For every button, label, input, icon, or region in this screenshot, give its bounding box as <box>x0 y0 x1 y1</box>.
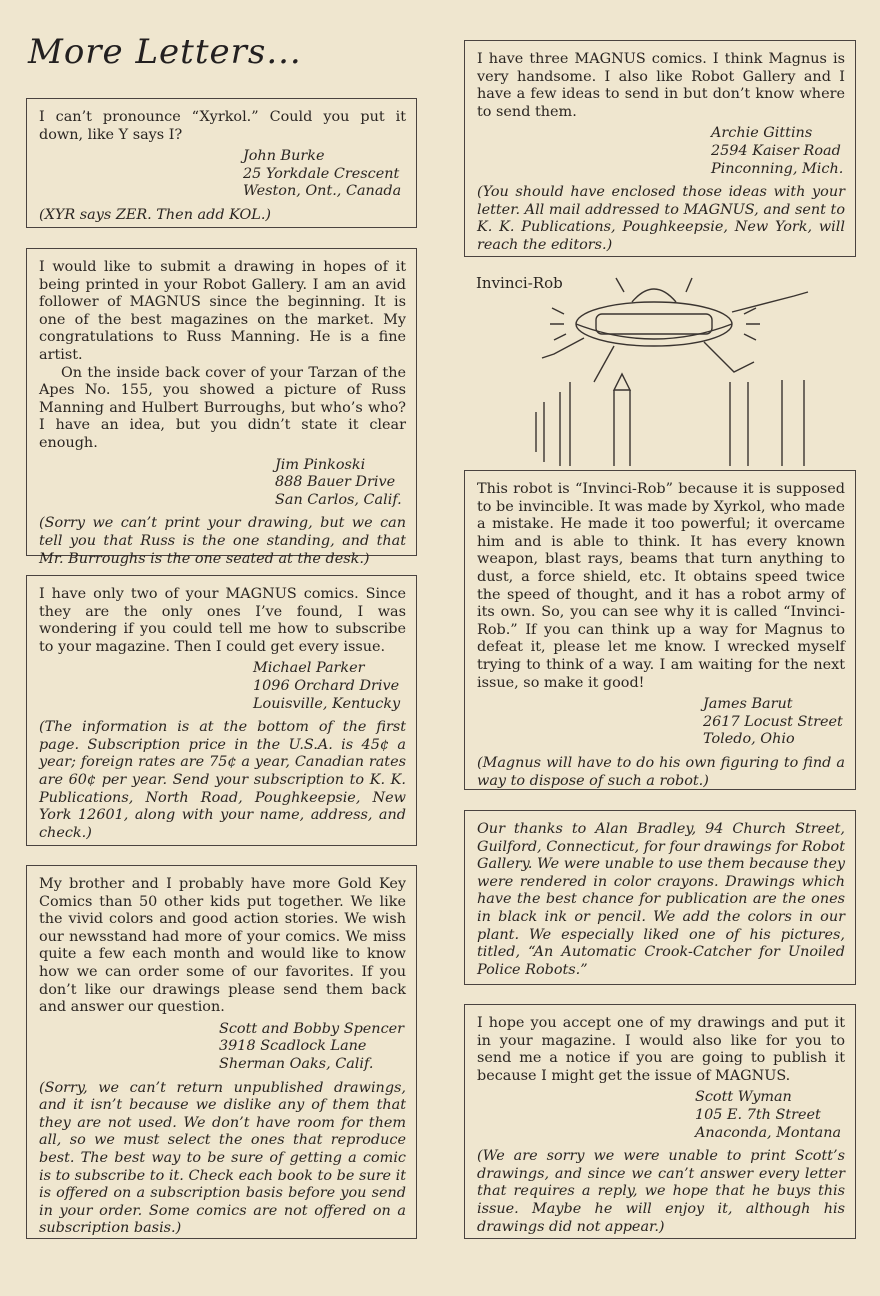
invinci-rob-illustration <box>464 262 856 472</box>
signature <box>39 148 406 201</box>
letter-box-gittins <box>464 40 856 257</box>
editor-reply: (You should have enclosed those ideas with your letter. All mail addressed to MAGNUS, and sent to K. K. Publications, Poughkeepsie, New York, will reach the editors.) <box>477 184 845 253</box>
editor-reply: (XYR says ZER. Then add KOL.) <box>39 206 272 223</box>
letter-box-spencer <box>26 865 417 1239</box>
signature <box>39 457 406 510</box>
page-title: More Letters... <box>28 32 302 72</box>
signature-city: Sherman Oaks, Calif. <box>219 1055 374 1072</box>
letter-text: This robot is “Invinci-Rob” because it is supposed to be invincible. It was made by Xyrkol, who made a mistake. He made it too powerful; it overcame him and is able to think. It has every known weapon, blast rays, beams that turn anything to dust, a force shield, etc. It obtains speed twice the speed of thought, and it has a robot army of its own. So, you can see why it is called “Invinci-Rob.” If you can think up a way for Magnus to defeat it, please let me know. I wrecked myself trying to think of a way. I am waiting for the next issue, so make it good! <box>477 481 845 691</box>
letter-box-burke <box>26 98 417 228</box>
letter-text: My brother and I probably have more Gold Key Comics than 50 other kids put together. We like the vivid colors and good action stories. We wish our newsstand had more of your comics. We miss quite a few each month and would like to know how we can order some of our favorites. If you don’t like our drawings please send them back and answer our question. <box>39 876 406 1016</box>
robot-drawing <box>464 262 856 472</box>
signature-street: 25 Yorkdale Crescent <box>243 165 400 182</box>
signature-street: 2594 Kaiser Road <box>711 142 841 159</box>
signature-city: Louisville, Kentucky <box>253 695 401 712</box>
letter-text: I would like to submit a drawing in hopes of it being printed in your Robot Gallery. I am an avid follower of MAGNUS since the beginning. It is one of the best magazines on the market. My congratulations to Russ Manning. He is a fine artist. <box>39 259 406 363</box>
signature-name: Jim Pinkoski <box>275 456 366 473</box>
editor-reply: (We are sorry we were unable to print Scott’s drawings, and since we can’t answer every letter that requires a reply, we hope that he buys this issue. Maybe he will enjoy it, although his drawings did not appear.) <box>477 1148 845 1235</box>
signature-name: James Barut <box>703 696 793 713</box>
letter-text: On the inside back cover of your Tarzan of the Apes No. 155, you showed a picture of Russ Manning and Hulbert Burroughs, but who’s who? I have an idea, but you didn’t state it clear enough. <box>39 364 406 451</box>
letter-text: I can’t pronounce “Xyrkol.” Could you put it down, like Y says I? <box>39 109 406 143</box>
signature-name: Michael Parker <box>253 660 365 677</box>
drawing-label: Invinci-Rob <box>476 274 563 292</box>
signature-name: Scott Wyman <box>695 1089 792 1106</box>
signature-city: Pinconning, Mich. <box>711 160 844 177</box>
editor-reply: (Sorry we can’t print your drawing, but we can tell you that Russ is the one standing, and that Mr. Burroughs is the one seated at the desk.) <box>39 515 406 567</box>
editor-reply: (The information is at the bottom of the first page. Subscription price in the U.S.A. is 45¢ a year; foreign rates are 75¢ a year, Canadian rates are 60¢ per year. Send your subscription to K. K. Publications, North Road, Poughkeepsie, New York 12601, along with your name, address, and check.) <box>39 719 406 841</box>
signature-street: 1096 Orchard Drive <box>253 677 400 694</box>
signature <box>477 1089 845 1142</box>
letter-box-pinkoski <box>26 248 417 567</box>
signature-name: Scott and Bobby Spencer <box>219 1020 405 1037</box>
signature <box>477 696 845 749</box>
signature <box>477 125 845 178</box>
letter-text: I have three MAGNUS comics. I think Magnus is very handsome. I also like Robot Gallery and I have a few ideas to send in but don’t know where to send them. <box>477 51 845 120</box>
letter-box-barut <box>464 470 856 790</box>
editor-reply: Our thanks to Alan Bradley, 94 Church Street, Guilford, Connecticut, for four drawings for Robot Gallery. We were unable to use them because they were rendered in color crayons. Drawings which have the best chance for publication are the ones in black ink or pencil. We add the colors in our plant. We especially liked one of his pictures, titled, “An Automatic Crook-Catcher for Unoiled Police Robots.” <box>477 821 845 978</box>
signature-city: Toledo, Ohio <box>703 731 795 748</box>
signature-name: John Burke <box>243 148 325 165</box>
editor-reply: (Sorry, we can’t return unpublished drawings, and it isn’t because we dislike any of them that they are not used. We don’t have room for them all, so we must select the ones that reproduce best. The best way to be sure of getting a comic is to subscribe to it. Check each book to be sure it is offered on a subscription basis before you send in your order. Some comics are not offered on a subscription basis.) <box>39 1079 406 1237</box>
signature <box>39 660 406 713</box>
letter-text: I have only two of your MAGNUS comics. Since they are the only ones I’ve found, I was wondering if you could tell me how to subscribe to your magazine. Then I could get every issue. <box>39 586 406 655</box>
signature-city: San Carlos, Calif. <box>275 491 402 508</box>
signature-street: 3918 Scadlock Lane <box>219 1038 367 1055</box>
editorial-note-bradley <box>464 810 856 985</box>
signature-city: Weston, Ont., Canada <box>243 183 402 200</box>
signature <box>39 1021 406 1074</box>
letter-box-wyman <box>464 1004 856 1239</box>
signature-street: 888 Bauer Drive <box>275 474 396 491</box>
letter-box-parker <box>26 575 417 846</box>
letter-text: I hope you accept one of my drawings and put it in your magazine. I would also like for you to send me a notice if you are going to publish it because I might get the issue of MAGNUS. <box>477 1015 845 1084</box>
editor-reply: (Magnus will have to do his own figuring to find a way to dispose of such a robot.) <box>477 754 845 789</box>
signature-street: 2617 Locust Street <box>703 713 843 730</box>
signature-street: 105 E. 7th Street <box>695 1106 821 1123</box>
signature-city: Anaconda, Montana <box>695 1124 842 1141</box>
signature-name: Archie Gittins <box>711 125 813 142</box>
